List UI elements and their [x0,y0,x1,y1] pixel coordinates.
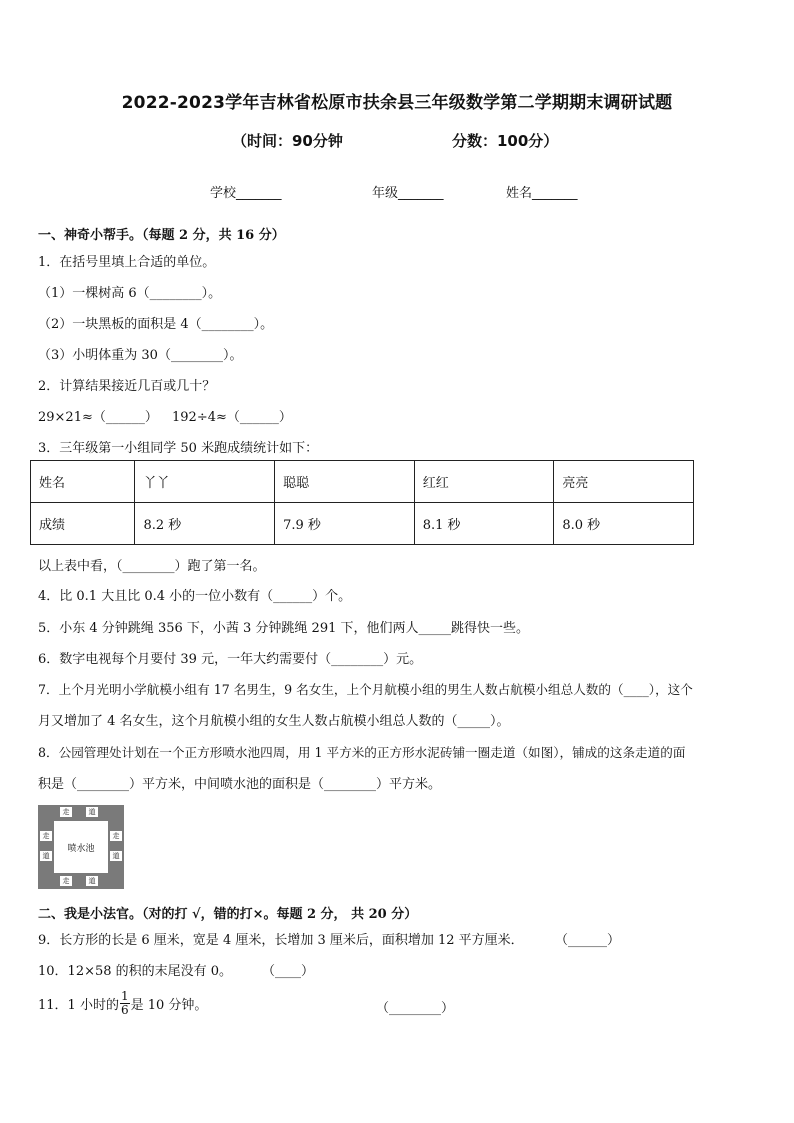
table-header-row [31,461,694,503]
grade-field[interactable]: 年级_______ [372,186,444,201]
walkway-label: 道 [86,876,98,886]
exam-score: 分数：100分） [452,132,559,150]
q1-part-1: （1）一棵树高 6（________）。 [38,286,222,301]
one-sixth-fraction [120,990,130,1017]
q8-line-2: 积是（________）平方米，中间喷水池的面积是（________）平方米。 [38,777,442,792]
q2-part-2: 192÷4≈（______） [172,410,292,425]
q10: 10．12×58 的积的末尾没有 0。 [38,964,233,979]
fraction-numerator: 1 [120,989,129,1003]
page-title: 2022-2023学年吉林省松原市扶余县三年级数学第二学期期末调研试题 [121,93,673,113]
q11-text-pre: 11．1 小时的 [38,998,119,1013]
q9-answer-blank[interactable]: （______） [555,933,621,948]
fountain-pool-label: 喷水池 [67,843,95,854]
table-cell: 姓名 [31,461,135,503]
walkway-label: 走 [110,831,122,841]
q11 [38,990,207,1017]
score-table [30,460,694,545]
q6: 6．数字电视每个月要付 39 元，一年大约需要付（________）元。 [38,652,423,667]
walkway-label: 走 [40,831,52,841]
q5: 5．小东 4 分钟跳绳 356 下，小茜 3 分钟跳绳 291 下，他们两人_____跳得快一些。 [38,621,529,636]
fountain-pool [54,821,108,873]
q4: 4．比 0.1 大且比 0.4 小的一位小数有（______）个。 [38,589,352,604]
q11-answer-blank[interactable]: （________） [376,1001,455,1016]
q11-text-post: 是 10 分钟。 [130,998,208,1013]
q7-line-2: 月又增加了 4 名女生，这个月航模小组的女生人数占航模小组总人数的（_____）。 [38,714,510,729]
section-1-heading: 一、神奇小帮手。（每题 2 分，共 16 分） [38,228,285,243]
name-field[interactable]: 姓名_______ [506,186,578,201]
table-cell: 8.2 秒 [135,503,275,545]
exam-time: （时间：90分钟 [232,132,343,150]
walkway-label: 走 [60,807,72,817]
walkway-label: 道 [40,851,52,861]
table-cell: 7.9 秒 [275,503,415,545]
q3-after: 以上表中看，（________）跑了第一名。 [38,559,266,574]
q10-answer-blank[interactable]: （____） [262,964,315,979]
q2-part-1: 29×21≈（______） [38,410,158,425]
q1-part-3: （3）小明体重为 30（________）。 [38,348,243,363]
table-cell: 8.1 秒 [414,503,554,545]
q9: 9．长方形的长是 6 厘米，宽是 4 厘米，长增加 3 厘米后，面积增加 12 平方厘米． [38,933,524,948]
table-row [31,503,694,545]
fountain-walkway-figure [38,805,124,889]
fraction-denominator: 6 [120,1003,129,1017]
table-cell: 丫丫 [135,461,275,503]
q1-part-2: （2）一块黑板的面积是 4（________）。 [38,317,274,332]
table-cell: 红红 [414,461,554,503]
table-cell: 成绩 [31,503,135,545]
walkway-label: 走 [60,876,72,886]
q8-line-1: 8．公园管理处计划在一个正方形喷水池四周，用 1 平方米的正方形水泥砖铺一圈走道（如图），铺成的这条走道的面 [38,745,686,760]
section-2-heading: 二、我是小法官。（对的打 √，错的打×。每题 2 分， 共 20 分） [38,907,418,922]
school-field[interactable]: 学校_______ [210,186,282,201]
table-cell: 聪聪 [275,461,415,503]
q7-line-1: 7．上个月光明小学航模小组有 17 名男生，9 名女生，上个月航模小组的男生人数占航模小组总人数的（____），这个 [38,682,693,697]
q1-stem: 1．在括号里填上合适的单位。 [38,255,216,270]
walkway-label: 道 [86,807,98,817]
q3-stem: 3．三年级第一小组同学 50 米跑成绩统计如下： [38,441,319,456]
walkway-label: 道 [110,851,122,861]
table-cell: 8.0 秒 [554,503,694,545]
q2-stem: 2．计算结果接近几百或几十？ [38,379,216,394]
table-cell: 亮亮 [554,461,694,503]
